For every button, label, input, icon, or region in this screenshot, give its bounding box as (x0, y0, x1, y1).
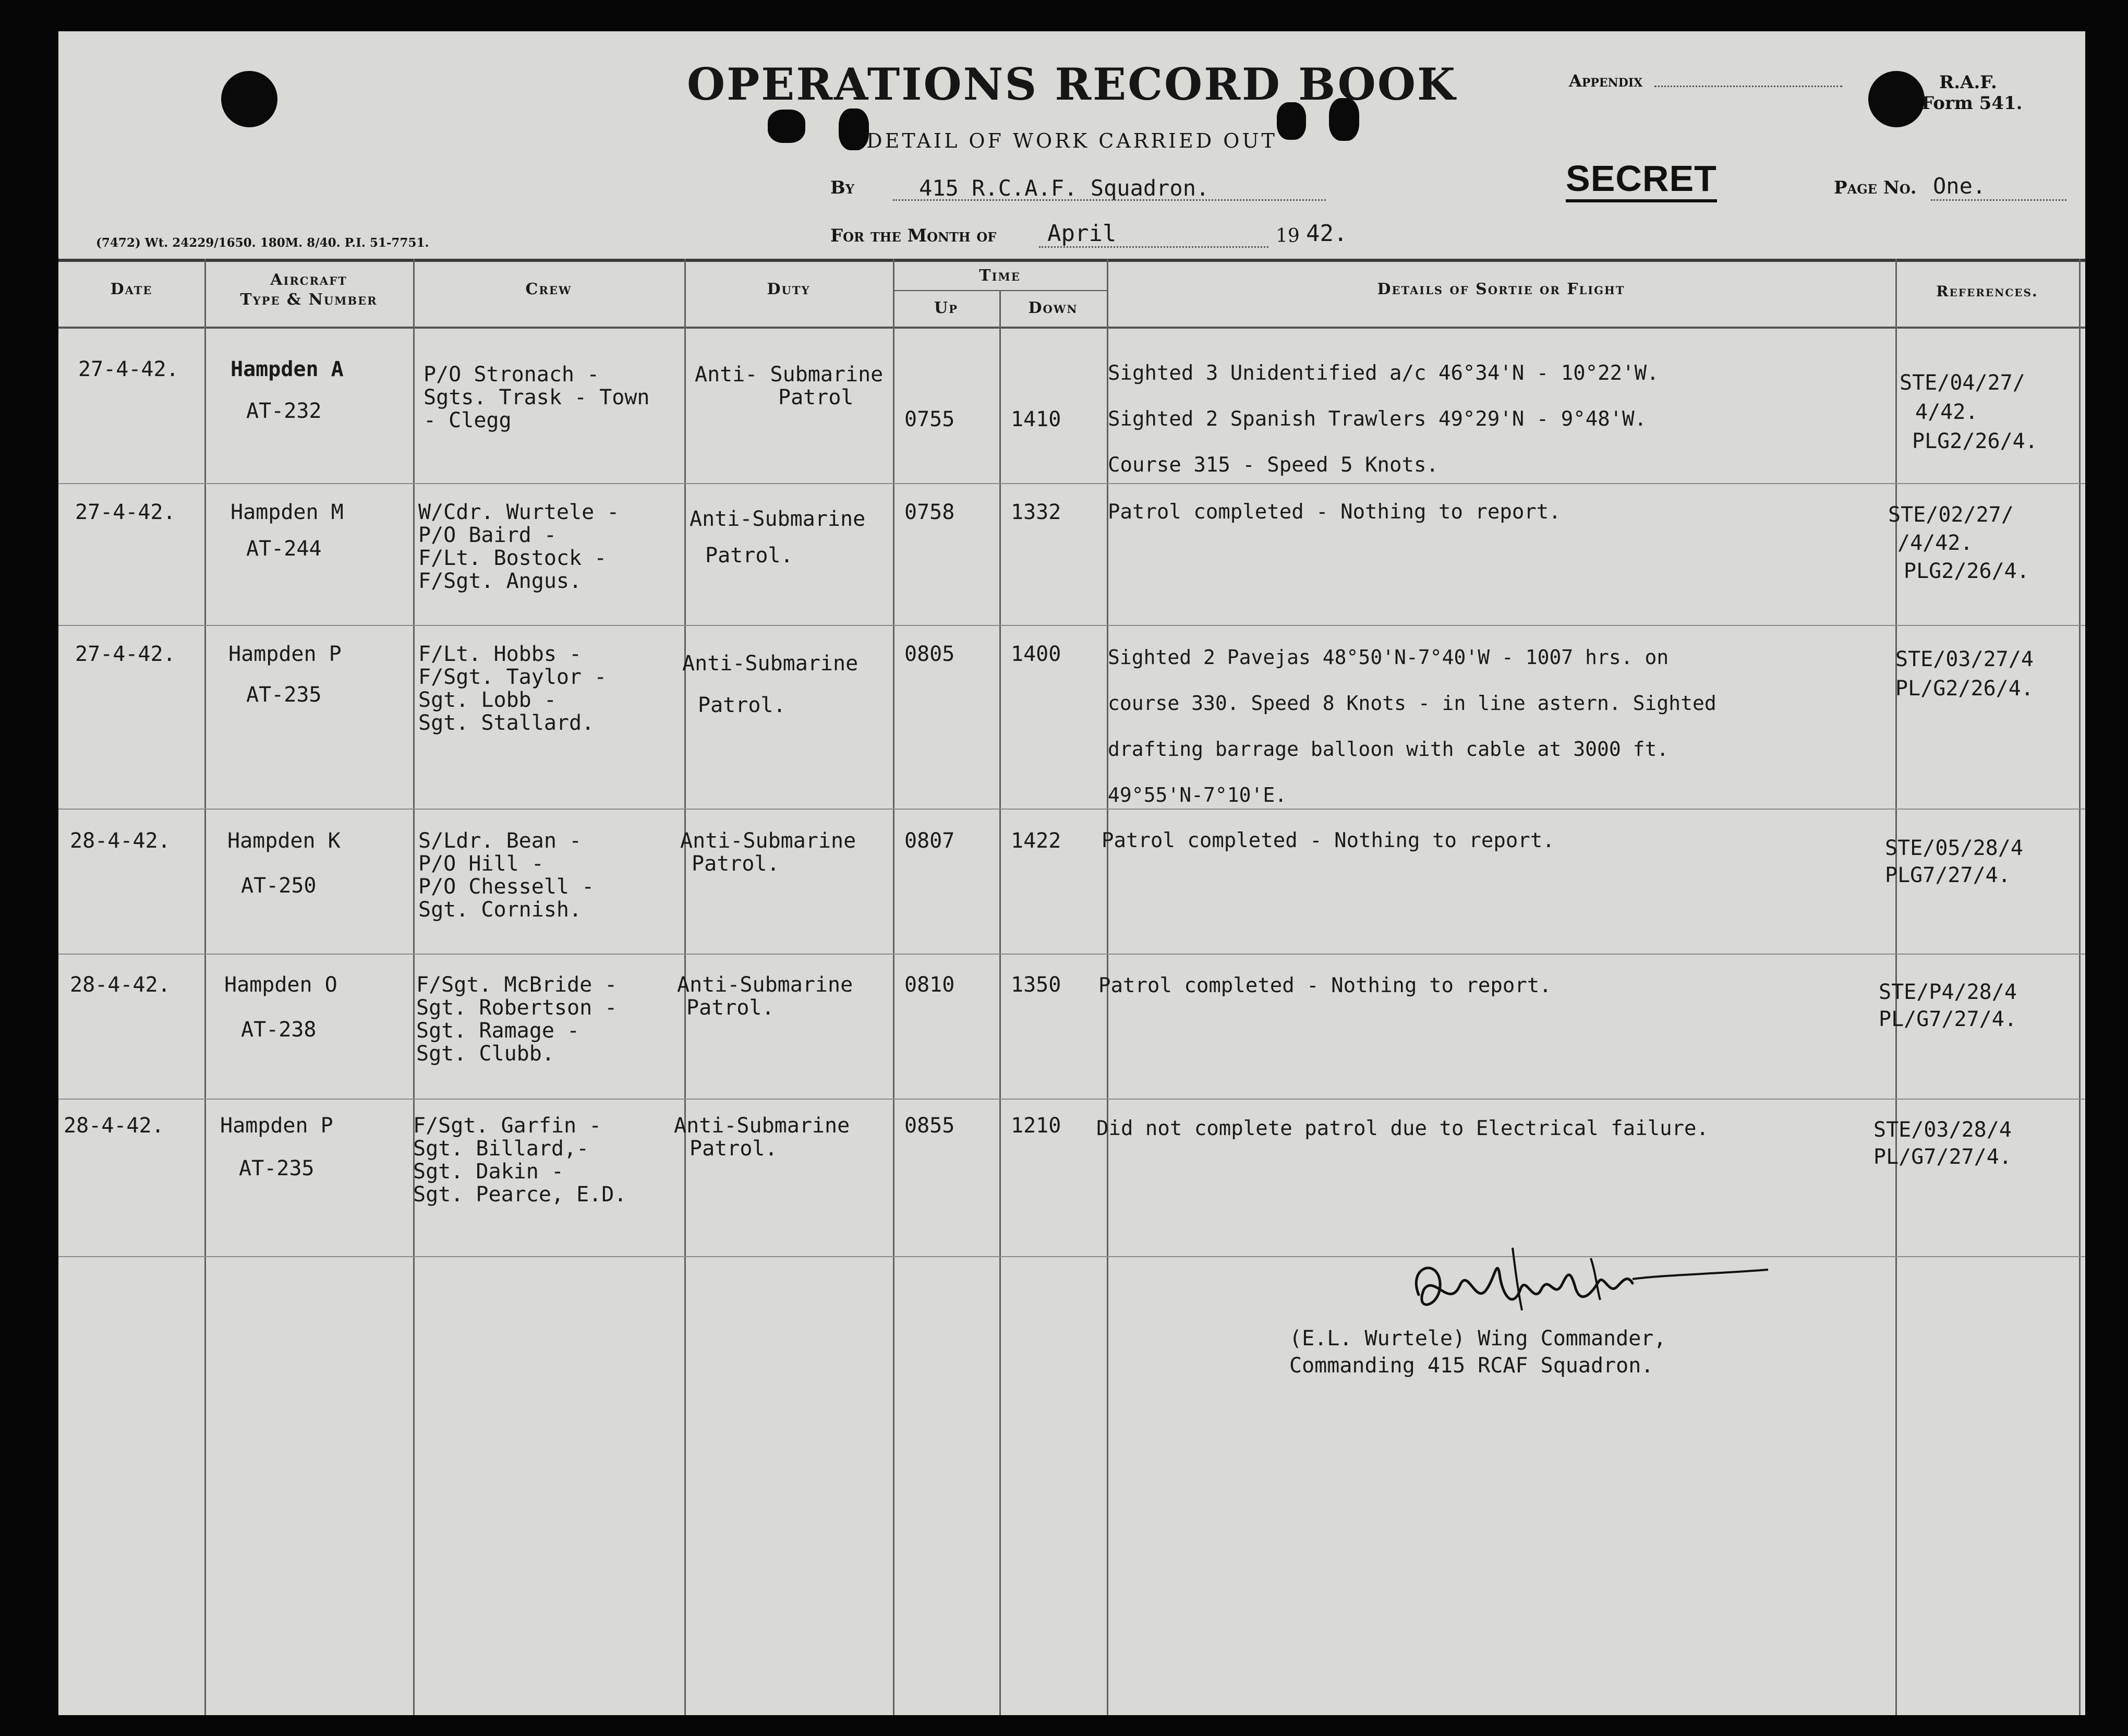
print-code: (7472) Wt. 24229/1650. 180M. 8/40. P.I. 51-7751. (96, 236, 429, 250)
row-crew: S/Ldr. Bean - P/O Hill - P/O Chessell - Sgt. Cornish. (418, 829, 595, 922)
col-header-down: Down (1028, 299, 1078, 317)
secret-stamp: SECRET (1566, 158, 1717, 202)
row-aircraft-number: AT-238 (241, 1018, 317, 1042)
col-header-time: Time (979, 267, 1021, 285)
row-time-up: 0755 (904, 407, 955, 431)
page-no-label: Page No. (1834, 177, 1917, 198)
row-time-up: 0810 (904, 973, 955, 997)
year-value: 42. (1306, 220, 1348, 247)
row-time-up: 0805 (904, 642, 955, 666)
raf-label: R.A.F. (1939, 72, 1997, 93)
col-header-up: Up (934, 299, 958, 317)
row-aircraft-number: AT-235 (239, 1156, 315, 1180)
row-aircraft-type: Hampden O (224, 973, 337, 997)
row-crew: F/Sgt. McBride - Sgt. Robertson - Sgt. Ramage - Sgt. Clubb. (416, 973, 618, 1066)
page-title: OPERATIONS RECORD BOOK (686, 58, 1457, 110)
col-divider (893, 259, 894, 1715)
row-date: 28-4-42. (64, 1114, 164, 1138)
col-divider (999, 290, 1001, 1715)
row-aircraft-number: AT-235 (246, 683, 322, 707)
record-sheet (58, 31, 2085, 1715)
row-time-down: 1400 (1011, 642, 1061, 666)
row-references: STE/03/27/4 PL/G2/26/4. (1895, 647, 2034, 701)
row-crew: F/Lt. Hobbs - F/Sgt. Taylor - Sgt. Lobb - Sgt. Stallard. (418, 642, 607, 735)
row-date: 27-4-42. (75, 500, 176, 524)
row-date: 28-4-42. (70, 829, 171, 853)
row-references: STE/03/28/4 PL/G7/27/4. (1873, 1118, 2012, 1169)
row-time-up: 0758 (904, 500, 955, 524)
row-details: Sighted 3 Unidentified a/c 46°34'N - 10°22'W. Sighted 2 Spanish Trawlers 49°29'N - 9°48'W. Course 315 - Speed 5 Knots. (1108, 361, 1659, 477)
month-label: For the Month of (830, 225, 997, 246)
row-duty: Anti-Submarine Patrol. (690, 507, 866, 568)
row-date: 27-4-42. (78, 357, 179, 381)
row-crew: P/O Stronach - Sgts. Trask - Town - Clegg (424, 363, 650, 432)
row-details: Patrol completed - Nothing to report. (1098, 974, 1552, 997)
signature-name: (E.L. Wurtele) Wing Commander, (1289, 1327, 1666, 1351)
header-bottom-rule (58, 327, 2085, 329)
row-time-down: 1332 (1011, 500, 1061, 524)
col-divider (204, 259, 206, 1715)
col-header-date: Date (110, 280, 153, 298)
row-date: 28-4-42. (70, 973, 171, 997)
row-time-down: 1210 (1011, 1114, 1061, 1138)
row-crew: W/Cdr. Wurtele - P/O Baird - F/Lt. Bostock - F/Sgt. Angus. (418, 500, 620, 593)
col-header-duty: Duty (767, 280, 811, 298)
row-references: STE/02/27/ /4/42. PLG2/26/4. (1888, 503, 2029, 583)
page-subtitle: DETAIL OF WORK CARRIED OUT (866, 129, 1277, 152)
row-duty: Anti-Submarine Patrol. (680, 829, 856, 876)
table-top-rule (58, 259, 2085, 262)
signature-title: Commanding 415 RCAF Squadron. (1289, 1354, 1654, 1378)
row-details: Sighted 2 Pavejas 48°50'N-7°40'W - 1007 hrs. on course 330. Speed 8 Knots - in line astern. Sighted drafting barrage balloon with cable at 3000 ft. 49°55'N-7°10'E. (1108, 646, 1716, 806)
squadron-name: 415 R.C.A.F. Squadron. (919, 175, 1210, 201)
row-aircraft-type: Hampden P (228, 642, 342, 666)
squadron-line (893, 199, 1326, 201)
row-separator (58, 1256, 2085, 1257)
row-references: STE/P4/28/4 PL/G7/27/4. (1879, 980, 2017, 1031)
row-references: STE/04/27/ 4/42. PLG2/26/4. (1900, 371, 2038, 453)
form-label: Form 541. (1921, 93, 2023, 114)
row-duty: Anti- Submarine Patrol (695, 363, 884, 409)
page-no-line (1931, 199, 2066, 201)
col-divider (2079, 259, 2081, 1715)
row-details: Did not complete patrol due to Electrical failure. (1096, 1117, 1709, 1140)
row-aircraft-type: Hampden P (220, 1114, 333, 1138)
row-time-down: 1350 (1011, 973, 1061, 997)
month-line (1039, 246, 1268, 248)
col-header-crew: Crew (525, 280, 572, 298)
row-duty: Anti-Submarine Patrol. (674, 1114, 850, 1161)
row-separator (58, 1099, 2085, 1100)
by-label: By (830, 177, 854, 198)
row-aircraft-type: Hampden M (231, 500, 344, 524)
page-no-value: One. (1933, 173, 1986, 199)
row-aircraft-number: AT-232 (246, 399, 322, 423)
row-date: 27-4-42. (75, 642, 176, 666)
row-time-up: 0807 (904, 829, 955, 853)
col-header-aircraft: Aircraft Type & Number (240, 271, 378, 309)
handwritten-signature (1403, 1237, 1779, 1331)
row-aircraft-type: Hampden K (227, 829, 341, 853)
row-details: Patrol completed - Nothing to report. (1108, 500, 1561, 524)
col-header-references: References. (1936, 283, 2038, 300)
appendix-line (1654, 86, 1842, 87)
row-aircraft-number: AT-244 (246, 537, 322, 561)
row-duty: Anti-Submarine Patrol. (682, 652, 859, 717)
col-header-details: Details of Sortie or Flight (1377, 280, 1625, 298)
year-prefix: 19 (1276, 225, 1300, 247)
row-references: STE/05/28/4 PLG7/27/4. (1885, 836, 2023, 887)
row-separator (58, 954, 2085, 955)
row-details: Patrol completed - Nothing to report. (1102, 829, 1555, 852)
row-aircraft-type: Hampden A (231, 357, 344, 381)
row-time-down: 1410 (1011, 407, 1061, 431)
row-crew: F/Sgt. Garfin - Sgt. Billard,- Sgt. Dakin - Sgt. Pearce, E.D. (413, 1114, 627, 1207)
month-value: April (1047, 220, 1117, 247)
row-separator (58, 625, 2085, 626)
col-divider (413, 259, 415, 1715)
row-duty: Anti-Submarine Patrol. (677, 973, 853, 1020)
appendix-label: Appendix (1569, 71, 1643, 91)
row-separator (58, 483, 2085, 484)
row-separator (58, 809, 2085, 810)
row-time-down: 1422 (1011, 829, 1061, 853)
row-time-up: 0855 (904, 1114, 955, 1138)
row-aircraft-number: AT-250 (241, 874, 317, 898)
